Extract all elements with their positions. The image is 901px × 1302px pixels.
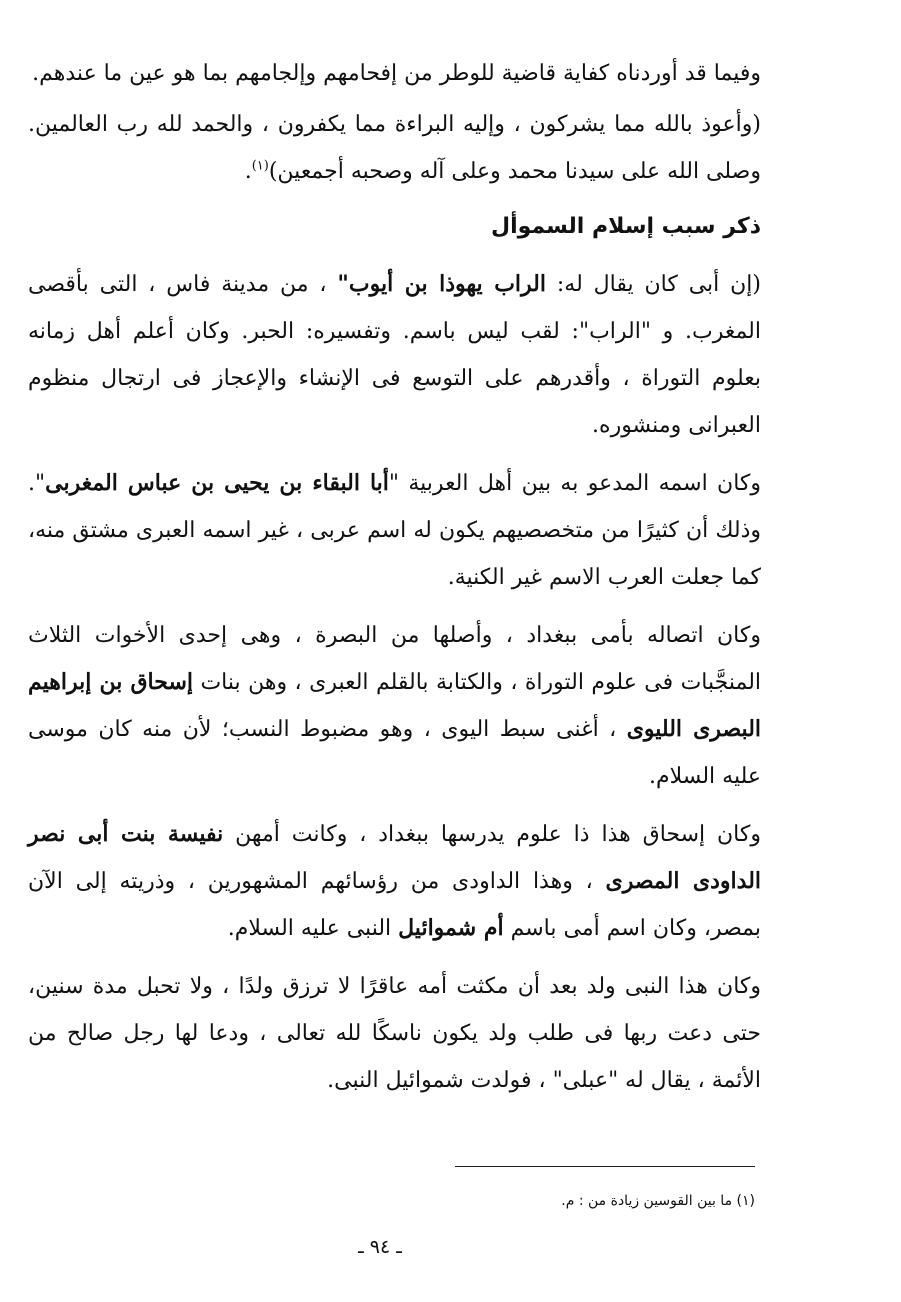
paragraph-2-text: (وأعوذ بالله مما يشركون ، وإليه البراءة مما يكفرون ، والحمد لله رب العالمين. وصلى الله على سيدنا محمد وعلى آله وصحبه أجمعين) <box>28 112 761 184</box>
paragraph-3 <box>28 261 761 449</box>
paragraph-6-bold-name: نفيسة بنت أبى نصر الداودى المصرى <box>28 821 762 894</box>
paragraph-3-text-c: ، من مدينة فاس ، التى بأقصى المغرب. و "الراب": لقب ليس باسم. وتفسيره: الحبر. وكان أعلم أهل زمانه بعلوم التوراة ، وأقدرهم على التوسع فى الإنشاء والإعجاز فى ارتجال منظوم العبرانى ومنشوره. <box>28 272 761 438</box>
paragraph-5-text-c: ، أغنى سبط اليوى ، وهو مضبوط النسب؛ لأن منه كان موسى عليه السلام. <box>28 717 761 789</box>
paragraph-6-text-c: ، وهذا الداودى من رؤسائهم المشهورين ، وذريته إلى الآن بمصر، وكان اسم أمى باسم <box>28 869 761 941</box>
footnote-divider <box>455 1166 755 1167</box>
paragraph-5 <box>28 612 761 800</box>
paragraph-6-bold-name-2: أم شموائيل <box>398 915 504 941</box>
paragraph-4-text-a: وكان اسمه المدعو به بين أهل العربية " <box>388 471 761 496</box>
paragraph-3-bold-name: الراب يهوذا بن أيوب" <box>337 271 546 297</box>
paragraph-6-text-a: وكان إسحاق هذا ذا علوم يدرسها ببغداد ، وكانت أمهن <box>223 822 761 847</box>
page-number: ـ ٩٤ ـ <box>358 1236 402 1258</box>
paragraph-6 <box>28 811 761 952</box>
paragraph-5-text-a: وكان اتصاله بأمى ببغداد ، وأصلها من البصرة ، وهى إحدى الأخوات الثلاث المنجَّبات فى علوم التوراة ، والكتابة بالقلم العبرى ، وهن بنات <box>28 623 762 695</box>
paragraph-1 <box>28 50 761 97</box>
page-body <box>28 50 761 1115</box>
paragraph-7 <box>28 963 761 1104</box>
paragraph-7-text: وكان هذا النبى ولد بعد أن مكثت أمه عاقرًا لا ترزق ولدًا ، ولا تحبل مدة سنين، حتى دعت ربها فى طلب ولد يكون ناسكًا لله تعالى ، ودعا لها رجل صالح من الأئمة ، يقال له "عبلى" ، فولدت شموائيل النبى. <box>28 974 761 1093</box>
footnote: (١) ما بين القوسين زيادة من : م. <box>561 1193 755 1209</box>
paragraph-3-text-a: (إن أبى كان يقال له: <box>546 272 761 297</box>
paragraph-4-bold-name: أبا البقاء بن يحيى بن عباس المغربى <box>45 470 389 496</box>
section-heading: ذكر سبب إسلام السموأل <box>490 214 761 239</box>
paragraph-1-text: وفيما قد أوردناه كفاية قاضية للوطر من إفحامهم وإلجامهم بما هو عين ما عندهم. <box>32 61 761 86</box>
paragraph-4-text-c: ". وذلك أن كثيرًا من متخصصيهم يكون له اسم عربى ، غير اسمه العبرى مشتق منه، كما جعلت العرب الاسم غير الكنية. <box>28 471 761 590</box>
paragraph-2 <box>28 101 761 195</box>
footnote-reference[interactable]: (١) <box>251 158 269 174</box>
paragraph-5-bold-name: إسحاق بن إبراهيم البصرى الليوى <box>28 669 762 742</box>
paragraph-2-end: . <box>244 159 252 184</box>
paragraph-4 <box>28 460 761 601</box>
paragraph-6-text-e: النبى عليه السلام. <box>227 916 399 941</box>
